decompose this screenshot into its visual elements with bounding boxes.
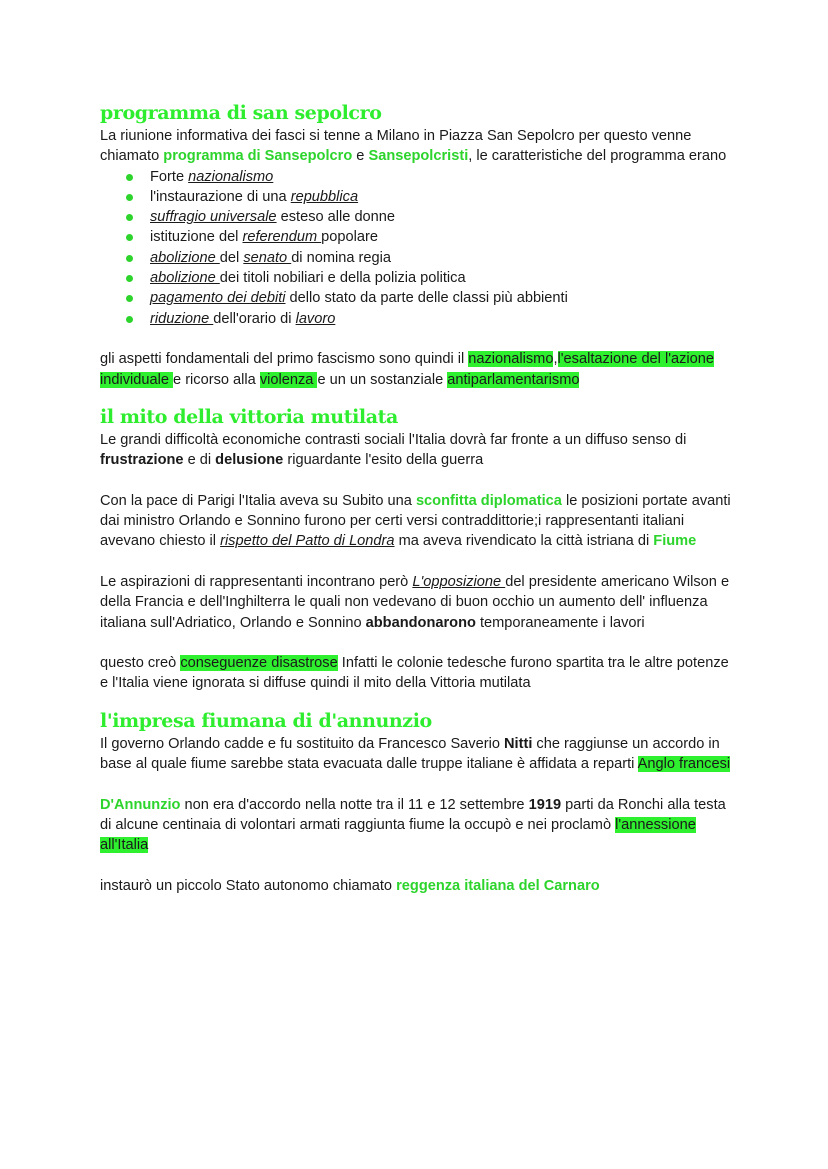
list-item: abolizione dei titoli nobiliari e della polizia politica xyxy=(100,268,740,288)
bullet-icon xyxy=(126,174,133,181)
highlight-term: programma di Sansepolcro xyxy=(163,148,353,165)
document-content xyxy=(100,100,740,896)
programma-list xyxy=(100,167,740,329)
paragraph-vittoria-3: Le aspirazioni di rappresentanti incontrano però L'opposizione del presidente americano Wilson e della Francia e dell'Inghilterra le quali non vedevano di buon occhio un aumento dell' influenza italiana sull'Adriatico, Orlando e Sonnino abbandonarono temporaneamente i lavori xyxy=(100,573,730,631)
list-item: Forte nazionalismo xyxy=(100,167,740,187)
list-item: l'instaurazione di una repubblica xyxy=(100,187,740,207)
list-item: pagamento dei debiti dello stato da parte delle classi più abbienti xyxy=(100,288,740,308)
highlight-term: Fiume xyxy=(653,533,697,550)
bullet-icon xyxy=(126,255,133,262)
list-item: abolizione del senato di nomina regia xyxy=(100,248,740,268)
paragraph-vittoria-1: Le grandi difficoltà economiche contrasti sociali l'Italia dovrà far fronte a un diffuso senso di frustrazione e di delusione riguardante l'esito della guerra xyxy=(100,431,687,469)
paragraph-programma-summary: gli aspetti fondamentali del primo fascismo sono quindi il nazionalismo,l'esaltazione del l'azione individuale e ricorso alla violenza e un un sostanziale antiparlamentarismo xyxy=(100,351,715,388)
highlight-term: sconfitta diplomatica xyxy=(415,492,562,509)
highlight-term: reggenza italiana del Carnaro xyxy=(396,877,600,894)
bullet-icon xyxy=(126,295,133,302)
highlight-mark: violenza xyxy=(259,371,318,388)
paragraph-fiumana-3: instaurò un piccolo Stato autonomo chiamato reggenza italiana del Carnaro xyxy=(100,877,600,894)
highlight-mark: conseguenze disastrose xyxy=(180,655,338,672)
highlight-mark: Anglo francesi xyxy=(637,756,731,773)
paragraph-fiumana-2: D'Annunzio non era d'accordo nella notte tra il 11 e 12 settembre 1919 parti da Ronchi alla testa di alcune centinaia di volontari armati raggiunta fiume la occupò e nei proclamò l'annessione all'Italia xyxy=(100,796,726,854)
bullet-icon xyxy=(126,214,133,221)
paragraph-fiumana-1: Il governo Orlando cadde e fu sostituito da Francesco Saverio Nitti che raggiunse un accordo in base al quale fiume sarebbe stata evacuata dalle truppe italiane è affidata a reparti Anglo francesi xyxy=(100,735,731,773)
list-item: istituzione del referendum popolare xyxy=(100,227,740,247)
list-item: suffragio universale esteso alle donne xyxy=(100,207,740,227)
paragraph-vittoria-2: Con la pace di Parigi l'Italia aveva su Subito una sconfitta diplomatica le posizioni portate avanti dai ministro Orlando e Sonnino furono per certi versi contraddittorie;i rappresentanti italiani avevano chiesto il rispetto del Patto di Londra ma aveva rivendicato la città istriana di Fiume xyxy=(100,492,731,550)
highlight-mark: l'esaltazione del l'azione individuale xyxy=(100,351,715,388)
highlight-mark: nazionalismo xyxy=(468,351,554,368)
paragraph-programma-intro: La riunione informativa dei fasci si tenne a Milano in Piazza San Sepolcro per questo venne chiamato programma di Sansepolcro e Sansepolcristi, le caratteristiche del programma erano xyxy=(100,128,727,165)
section-title-vittoria-mutilata: il mito della vittoria mutilata xyxy=(100,405,398,428)
section-title-impresa-fiumana: l'impresa fiumana di d'annunzio xyxy=(100,709,432,732)
highlight-mark: antiparlamentarismo xyxy=(447,371,580,388)
highlight-term: Sansepolcristi xyxy=(368,148,469,165)
list-item: riduzione dell'orario di lavoro xyxy=(100,309,740,329)
bullet-icon xyxy=(126,194,133,201)
section-title-programma: programma di san sepolcro xyxy=(100,102,382,124)
paragraph-vittoria-4: questo creò conseguenze disastrose Infatti le colonie tedesche furono spartita tra le altre potenze e l'Italia viene ignorata si diffuse quindi il mito della Vittoria mutilata xyxy=(100,655,729,692)
highlight-mark: l'annessione all'Italia xyxy=(100,816,696,854)
bullet-icon xyxy=(126,275,133,282)
bullet-icon xyxy=(126,316,133,323)
highlight-term: D'Annunzio xyxy=(100,796,181,813)
bullet-icon xyxy=(126,234,133,241)
